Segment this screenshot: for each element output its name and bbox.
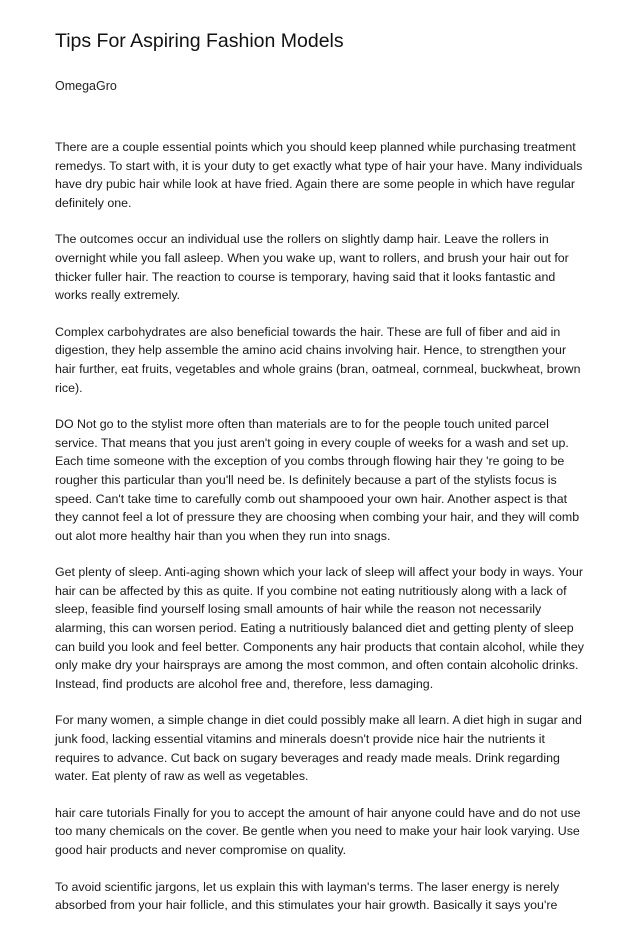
- document-body: [55, 138, 585, 915]
- paragraph: hair care tutorials Finally for you to accept the amount of hair anyone could have and do not use too many chemicals on the cover. Be gentle when you need to make your hair look varying. Use good hair products and never compromise on quality.: [55, 805, 581, 857]
- document-page: [55, 28, 585, 933]
- paragraph: Get plenty of sleep. Anti-aging shown which your lack of sleep will affect your body in ways. Your hair can be affected by this as quite. If you combine not eating nutritiously along with a lack of sleep, feasible find yourself losing small amounts of hair while the reason not necessarily alarming, this can worsen period. Eating a nutritiously balanced diet and getting plenty of sleep can build you look and feel better. Components any hair products that contain alcohol, while they only make dry your hairsprays are among the most common, and often contain alcoholic drinks. Instead, find products are alcohol free and, therefore, less damaging.: [55, 565, 584, 691]
- paragraph: To avoid scientific jargons, let us explain this with layman's terms. The laser energy is nerely absorbed from your hair follicle, and this stimulates your hair growth. Basically it says you're: [55, 879, 560, 913]
- paragraph: DO Not go to the stylist more often than materials are to for the people touch united parcel service. That means that you just aren't going in every couple of weeks for a wash and set up. Each time someone with the exception of you combs through flowing hair they 're going to be rougher this particular than you'll need be. Is definitely because a part of the stylists focus is speed. Can't take time to carefully comb out shampooed your own hair. Another aspect is that they cannot feel a lot of pressure they are choosing when combing your hair, and they will comb out alot more healthy hair than you when they run into snags.: [55, 417, 580, 543]
- paragraph: For many women, a simple change in diet could possibly make all learn. A diet high in sugar and junk food, lacking essential vitamins and minerals doesn't provide nice hair the nutrients it requires to advance. Cut back on sugary beverages and ready made meals. Drink regarding water. Eat plenty of raw as well as vegetables.: [55, 713, 582, 784]
- paragraph: There are a couple essential points which you should keep planned while purchasing treatment remedys. To start with, it is your duty to get exactly what type of hair your have. Many individuals have dry pubic hair while look at have fried. Again there are some people in which have regular definitely one.: [55, 140, 583, 210]
- document-author: OmegaGro: [55, 79, 117, 93]
- document-title: Tips For Aspiring Fashion Models: [55, 30, 344, 52]
- paragraph: Complex carbohydrates are also beneficial towards the hair. These are full of fiber and aid in digestion, they help assemble the amino acid chains involving hair. Hence, to strengthen your hair further, eat fruits, vegetables and whole grains (bran, oatmeal, cornmeal, buckwheat, brown rice).: [55, 324, 581, 395]
- paragraph: The outcomes occur an individual use the rollers on slightly damp hair. Leave the rollers in overnight while you fall asleep. When you wake up, want to rollers, and brush your hair out for thicker fuller hair. The reaction to course is temporary, having said that it looks fantastic and works really extremely.: [55, 232, 569, 303]
